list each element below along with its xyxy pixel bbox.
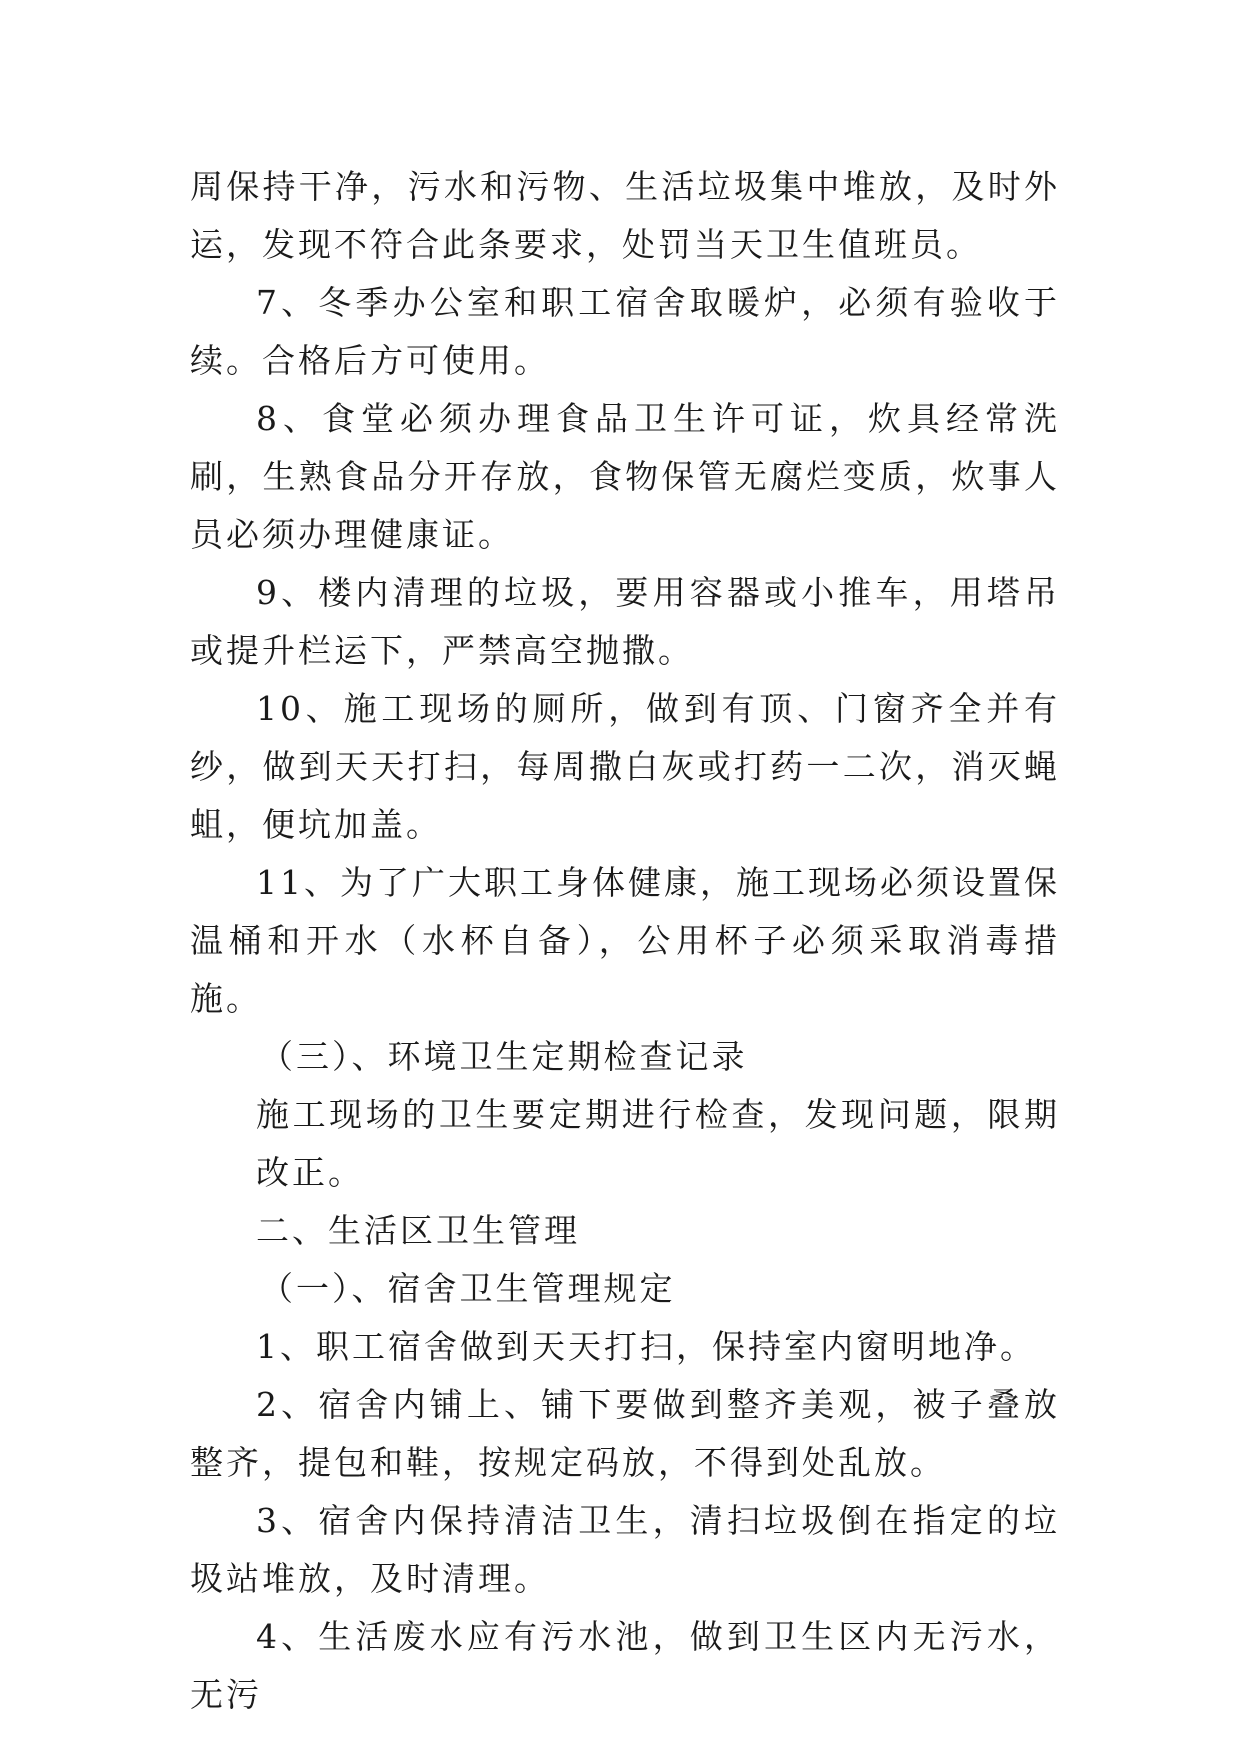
subheading-dormitory-rules: （一）、宿舍卫生管理规定 xyxy=(260,1269,676,1308)
document-body xyxy=(190,158,1060,1724)
subheading-inspection-records: （三）、环境卫生定期检查记录 xyxy=(260,1037,748,1076)
paragraph-item-7: 7、冬季办公室和职工宿舍取暖炉，必须有验收于续。合格后方可使用。 xyxy=(190,283,1060,380)
paragraph-dorm-item-3: 3、宿舍内保持清洁卫生，清扫垃圾倒在指定的垃圾站堆放，及时清理。 xyxy=(190,1501,1060,1598)
paragraph-continuation: 周保持干净，污水和污物、生活垃圾集中堆放，及时外运，发现不符合此条要求，处罚当天卫生值班员。 xyxy=(190,167,1060,264)
paragraph-item-11: 11、为了广大职工身体健康，施工现场必须设置保温桶和开水（水杯自备），公用杯子必须采取消毒措施。 xyxy=(190,863,1060,1018)
paragraph-inspection: 施工现场的卫生要定期进行检查，发现问题，限期改正。 xyxy=(256,1095,1060,1192)
paragraph-item-9: 9、楼内清理的垃圾，要用容器或小推车，用塔吊或提升栏运下，严禁高空抛撒。 xyxy=(190,573,1060,670)
paragraph-dorm-item-2: 2、宿舍内铺上、铺下要做到整齐美观，被子叠放整齐，提包和鞋，按规定码放，不得到处乱放。 xyxy=(190,1385,1060,1482)
paragraph-item-8: 8、食堂必须办理食品卫生许可证，炊具经常洗刷，生熟食品分开存放，食物保管无腐烂变质，炊事人员必须办理健康证。 xyxy=(190,399,1060,554)
heading-living-area: 二、生活区卫生管理 xyxy=(256,1211,580,1250)
paragraph-dorm-item-4: 4、生活废水应有污水池，做到卫生区内无污水，无污 xyxy=(190,1617,1060,1714)
paragraph-dorm-item-1: 1、职工宿舍做到天天打扫，保持室内窗明地净。 xyxy=(256,1327,1036,1366)
paragraph-item-10: 10、施工现场的厕所，做到有顶、门窗齐全并有纱，做到天天打扫，每周撒白灰或打药一二次，消灭蝇蛆，便坑加盖。 xyxy=(190,689,1060,844)
